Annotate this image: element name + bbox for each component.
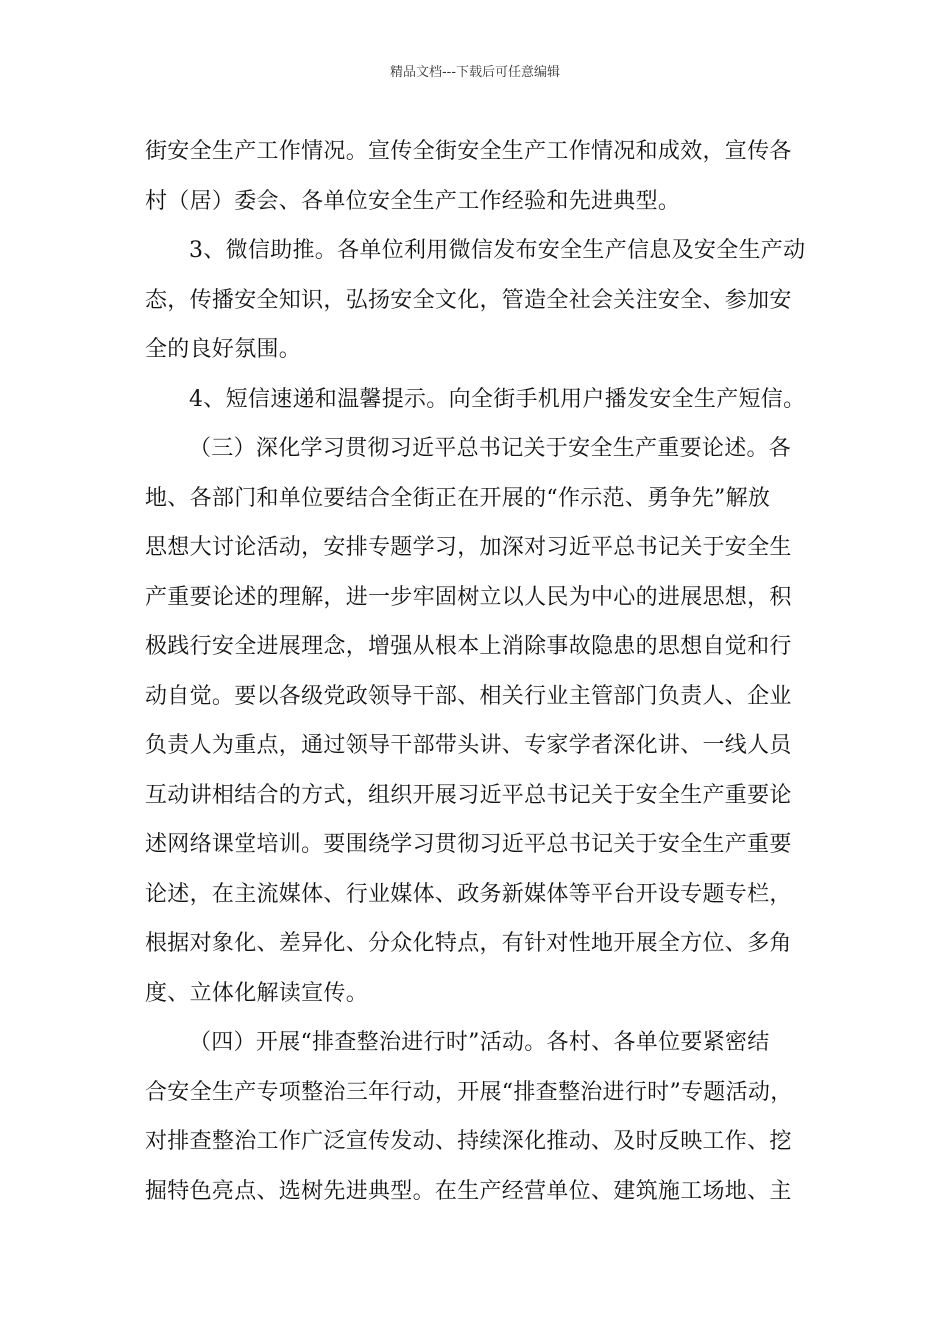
text-line: 村（居）委会、各单位安全生产工作经验和先进典型。 [145,188,681,214]
text-line: 极践行安全进展理念，增强从根本上消除事故隐患的思想自觉和行 [145,634,792,659]
text-line: 思想大讨论活动，安排专题学习，加深对习近平总书记关于安全生 [145,535,792,560]
text-line: 掘特色亮点、选树先进典型。在生产经营单位、建筑施工场地、主 [145,1178,792,1204]
text-line: （三）深化学习贯彻习近平总书记关于安全生产重要论述。各 [189,436,792,461]
text-line: 度、立体化解读宣传。 [145,980,369,1006]
text-line: 地、各部门和单位要结合全街正在开展的“作示范、勇争先”解放 [145,485,771,511]
text-line: （四）开展“排查整治进行时”活动。各村、各单位要紧密结 [189,1030,770,1055]
text-line: 全的良好氛围。 [145,337,302,362]
text-line: 动自觉。要以各级党政领导干部、相关行业主管部门负责人、企业 [145,683,792,709]
text-line: 对排查整治工作广泛宣传发动、持续深化推动、及时反映工作、挖 [145,1129,792,1154]
page-header: 精品文档---下载后可任意编辑 [389,65,561,80]
text-line: 街安全生产工作情况。宣传全街安全生产工作情况和成效，宣传各 [145,139,792,164]
text-line: 态，传播安全知识，弘扬安全文化，管造全社会关注安全、参加安 [145,287,792,313]
text-line: 产重要论述的理解，进一步牢固树立以人民为中心的进展思想，积 [145,584,792,610]
text-line: 互动讲相结合的方式，组织开展习近平总书记关于安全生产重要论 [145,782,792,808]
text-line: 论述，在主流媒体、行业媒体、政务新媒体等平台开设专题专栏， [145,881,792,907]
text-line: 3、微信助推。各单位利用微信发布安全生产信息及安全生产动 [189,238,806,263]
document-body [145,127,813,1216]
text-line: 4、短信速递和温馨提示。向全街手机用户播发安全生产短信。 [189,386,806,412]
text-line: 合安全生产专项整治三年行动，开展“排查整治进行时”专题活动， [145,1079,793,1105]
text-line: 根据对象化、差异化、分众化特点，有针对性地开展全方位、多角 [145,931,792,956]
text-line: 负责人为重点，通过领导干部带头讲、专家学者深化讲、一线人员 [145,733,792,758]
text-line: 述网络课堂培训。要围绕学习贯彻习近平总书记关于安全生产重要 [145,832,792,857]
